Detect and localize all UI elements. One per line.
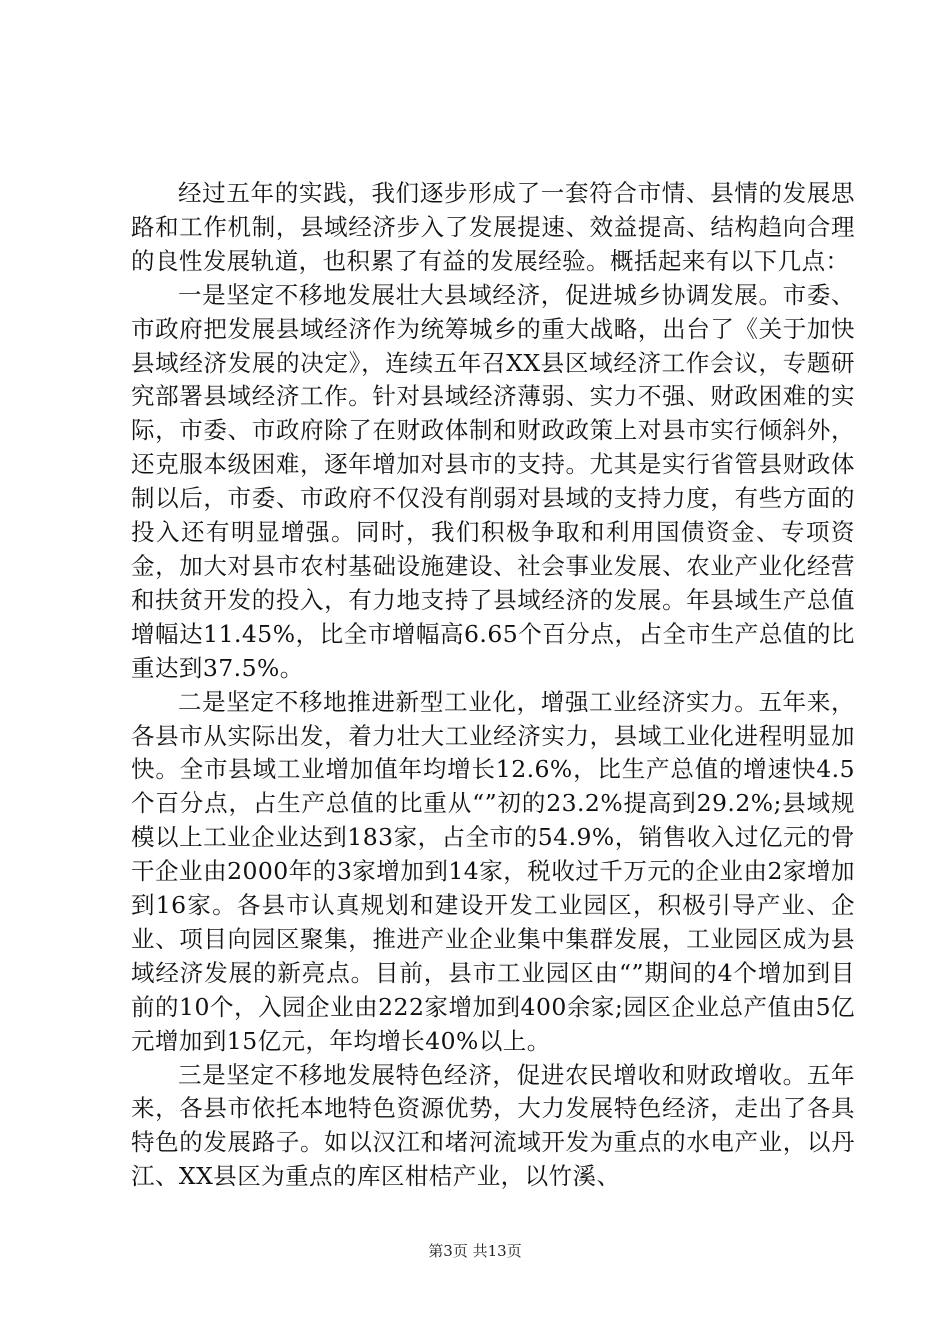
paragraph-point-one: 一是坚定不移地发展壮大县域经济，促进城乡协调发展。市委、市政府把发展县域经济作为统筹城乡的重大战略，出台了《关于加快县域经济发展的决定》，连续五年召XX县区域经济工作会议，专题研究部署县域经济工作。针对县域经济薄弱、实力不强、财政困难的实际，市委、市政府除了在财政体制和财政政策上对县市实行倾斜外，还克服本级困难，逐年增加对县市的支持。尤其是实行省管县财政体制以后，市委、市政府不仅没有削弱对县域的支持力度，有些方面的投入还有明显增强。同时，我们积极争取和利用国债资金、专项资金，加大对县市农村基础设施建设、社会事业发展、农业产业化经营和扶贫开发的投入，有力地支持了县域经济的发展。年县域生产总值增幅达11.45%，比全市增幅高6.65个百分点，占全市生产总值的比重达到37.5%。 [131,280,855,682]
paragraph-summary: 经过五年的实践，我们逐步形成了一套符合市情、县情的发展思路和工作机制，县域经济步入了发展提速、效益提高、结构趋向合理的良性发展轨道，也积累了有益的发展经验。概括起来有以下几点： [131,179,855,275]
paragraph-point-three: 三是坚定不移地发展特色经济，促进农民增收和财政增收。五年来，各县市依托本地特色资源优势，大力发展特色经济，走出了各具特色的发展路子。如以汉江和堵河流域开发为重点的水电产业，以丹江、XX县区为重点的库区柑桔产业，以竹溪、 [131,1060,855,1191]
document-body [131,177,855,1194]
paragraph-point-two: 二是坚定不移地推进新型工业化，增强工业经济实力。五年来，各县市从实际出发，着力壮大工业经济实力，县域工业化进程明显加快。全市县域工业增加值年均增长12.6%，比生产总值的增速快4.5个百分点，占生产总值的比重从“”初的23.2%提高到29.2%;县域规模以上工业企业达到183家，占全市的54.9%，销售收入过亿元的骨干企业由2000年的3家增加到14家，税收过千万元的企业由2家增加到16家。各县市认真规划和建设开发工业园区，积极引导产业、企业、项目向园区聚集，推进产业企业集中集群发展，工业园区成为县域经济发展的新亮点。目前，县市工业园区由“”期间的4个增加到目前的10个，入园企业由222家增加到400余家;园区企业总产值由5亿元增加到15亿元，年均增长40%以上。 [131,687,855,1055]
page-number-footer: 第3页 共13页 [428,1242,522,1260]
